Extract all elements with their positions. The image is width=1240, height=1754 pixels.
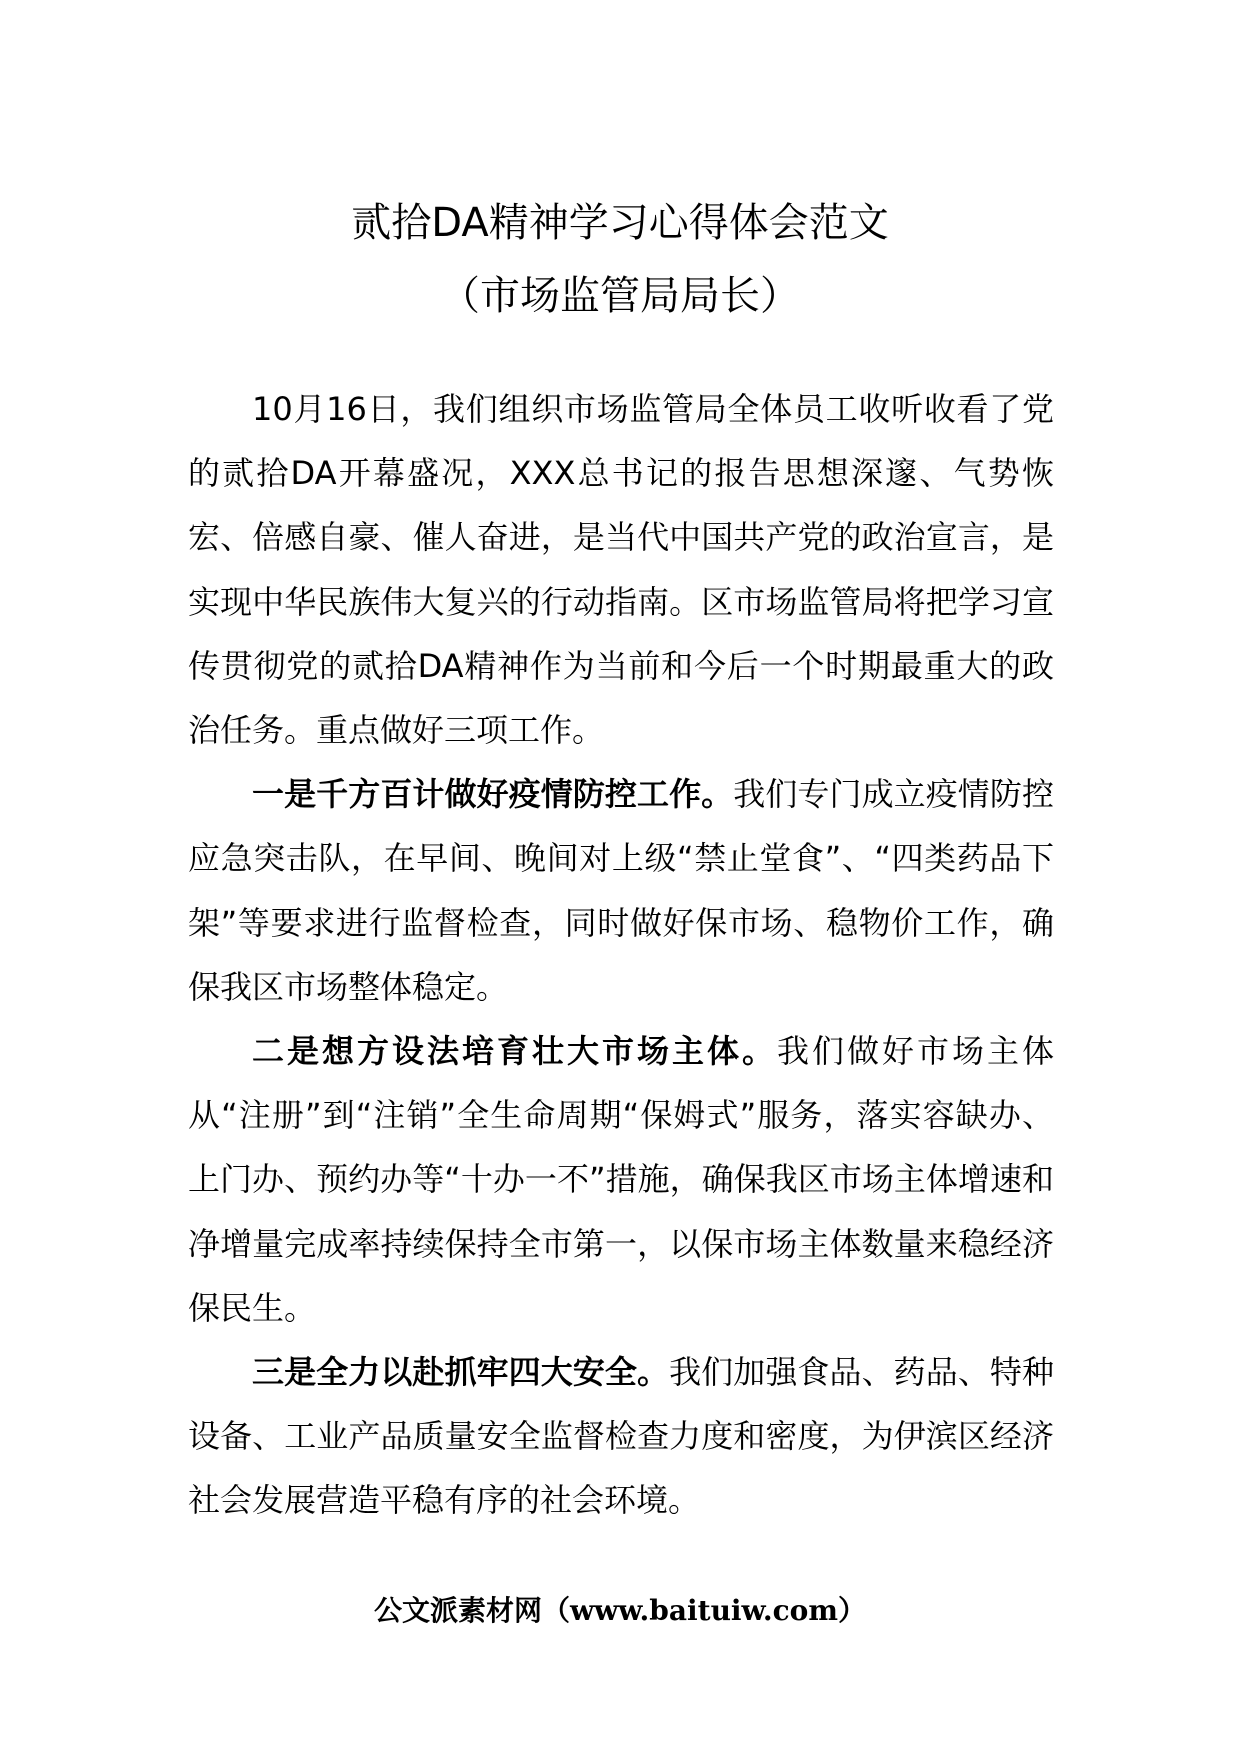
paragraph-epidemic-control: [188, 762, 1054, 1019]
paragraph-text: 我们加强食品、药品、特种设备、工业产品质量安全监督检查力度和密度，为伊滨区经济社会发展营造平稳有序的社会环境。: [188, 1353, 1054, 1520]
paragraph-intro: [188, 377, 1054, 762]
document-body: [188, 377, 1054, 1533]
paragraph-market-entities: [188, 1019, 1054, 1340]
paragraph-lead: 一是千方百计做好疫情防控工作。: [252, 775, 734, 814]
paragraph-lead: 三是全力以赴抓牢四大安全。: [252, 1353, 670, 1392]
document-title: 贰拾DA精神学习心得体会范文: [351, 200, 889, 246]
paragraph-text: 10月16日，我们组织市场监管局全体员工收听收看了党的贰拾DA开幕盛况，XXX总书记的报告思想深邃、气势恢宏、倍感自豪、催人奋进，是当代中国共产党的政治宣言，是实现中华民族伟大复兴的行动指南。区市场监管局将把学习宣传贯彻党的贰拾DA精神作为当前和今后一个时期最重大的政治任务。重点做好三项工作。: [188, 390, 1054, 750]
paragraph-safety: [188, 1340, 1054, 1533]
paragraph-text: 我们专门成立疫情防控应急突击队，在早间、晚间对上级“禁止堂食”、“四类药品下架”等要求进行监督检查，同时做好保市场、稳物价工作，确保我区市场整体稳定。: [188, 775, 1054, 1006]
paragraph-lead: 二是想方设法培育壮大市场主体。: [252, 1032, 777, 1071]
paragraph-text: 我们做好市场主体从“注册”到“注销”全生命周期“保姆式”服务，落实容缺办、上门办、预约办等“十办一不”措施，确保我区市场主体增速和净增量完成率持续保持全市第一，以保市场主体数量来稳经济保民生。: [188, 1032, 1054, 1327]
document-subtitle: （市场监管局局长）: [440, 273, 800, 319]
source-footer: 公文派素材网（www.baituiw.com）: [374, 1594, 866, 1627]
